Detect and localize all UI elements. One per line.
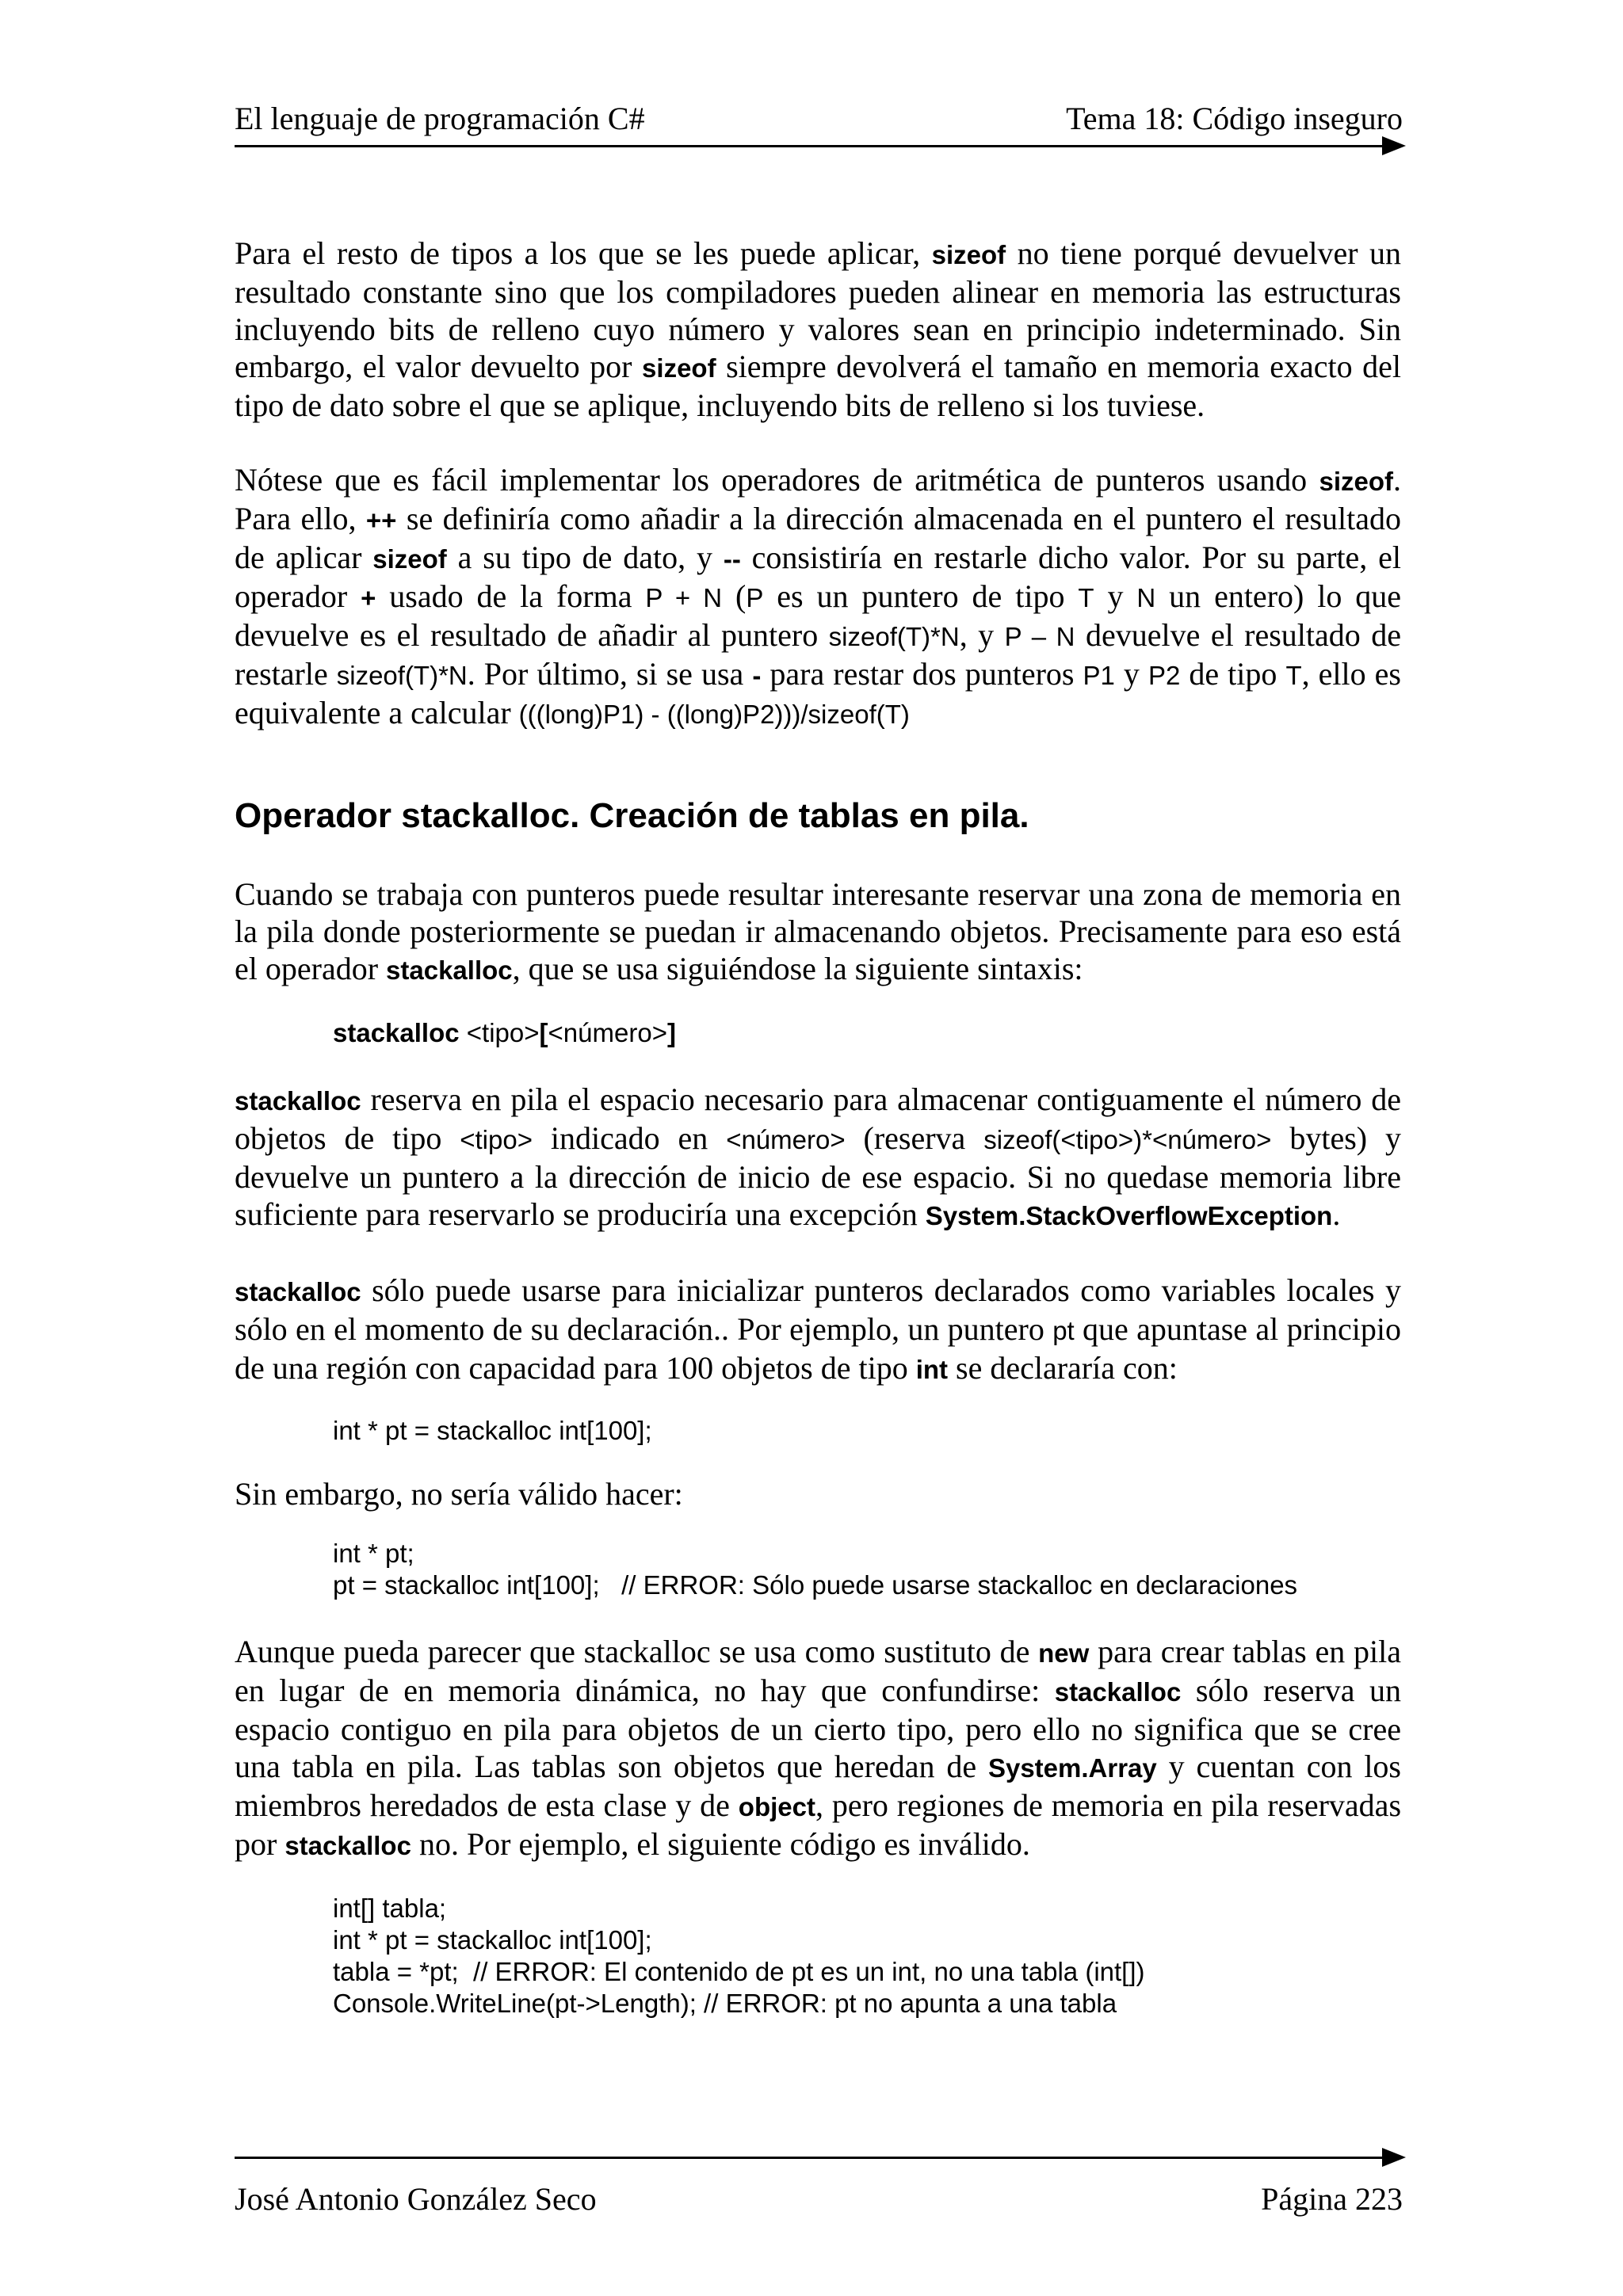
header-arrow-icon [1382, 136, 1406, 155]
paragraph-stackalloc-vs-tables: Aunque pueda parecer que stackalloc se usa como sustituto de new para crear tablas en pila en lugar de en memoria dinámica, no hay que confundirse: stackalloc sólo reserva un espacio contiguo en pila para objetos de un cierto tipo, pero ello no significa que se cree una tabla en pila. Las tablas son objetos que heredan de System.Array y cuentan con los miembros heredados de esta clase y de object, pero regiones de memoria en pila reservadas por stackalloc no. Por ejemplo, el siguiente código es inválido. [235, 1634, 1402, 1862]
paragraph-stackalloc-reserve: stackalloc reserva en pila el espacio necesario para almacenar contiguamente el número de objetos de tipo <tipo> indicado en <número> (reserva sizeof(<tipo>)*<número> bytes) y devuelve un puntero a la dirección de inicio de ese espacio. Si no quedase memoria libre suficiente para reservarlo se produciría una excepción System.StackOverflowException. [235, 1081, 1401, 1232]
footer-arrow-icon [1382, 2148, 1406, 2167]
code-line: tabla = *pt; // ERROR: El contenido de pt es un int, no una tabla (int[]) [333, 1957, 1145, 1986]
code-example-table-error [235, 1893, 1401, 2019]
header-rule [235, 145, 1388, 147]
paragraph-stackalloc-intro: Cuando se trabaja con punteros puede resultar interesante reservar una zona de memoria en la pila donde posteriormente se puedan ir almacenando objetos. Precisamente para eso está el operador stackalloc, que se usa siguiéndose la siguiente sintaxis: [235, 876, 1401, 986]
paragraph-invalid-intro: Sin embargo, no sería válido hacer: [235, 1476, 683, 1512]
code-line: pt = stackalloc int[100]; // ERROR: Sólo puede usarse stackalloc en declaraciones [333, 1570, 1298, 1600]
paragraph-sizeof-result: Para el resto de tipos a los que se les puede aplicar, sizeof no tiene porqué devuelver un resultado constante sino que los compiladores pueden alinear en memoria las estructuras incluyendo bits de relleno cuyo número y valores sean en principio indeterminado. Sin embargo, el valor devuelto por sizeof siempre devolverá el tamaño en memoria exacto del tipo de dato sobre el que se aplique, incluyendo bits de relleno si los tuviese. [235, 235, 1401, 423]
code-line: int * pt; [333, 1539, 414, 1568]
footer-author: José Antonio González Seco [235, 2181, 597, 2217]
header-book-title: El lenguaje de programación C# [235, 101, 645, 136]
code-line: int[] tabla; [333, 1894, 447, 1923]
code-example-invalid [235, 1538, 1401, 1601]
code-line: int * pt = stackalloc int[100]; [333, 1925, 652, 1955]
page-content [235, 235, 1401, 2019]
paragraph-stackalloc-locals: stackalloc sólo puede usarse para inicializar punteros declarados como variables locales y sólo en el momento de su declaración.. Por ejemplo, un puntero pt que apuntase al principio de una región con capacidad para 100 objetos de tipo int se declararía con: [235, 1272, 1401, 1386]
footer-rule [235, 2157, 1388, 2159]
section-title: Operador stackalloc. Creación de tablas en pila. [235, 796, 1029, 835]
header-chapter-title: Tema 18: Código inseguro [1066, 101, 1403, 136]
paragraph-pointer-arithmetic: Nótese que es fácil implementar los operadores de aritmética de punteros usando sizeof. Para ello, ++ se definiría como añadir a la dirección almacenada en el puntero el resultado de aplicar sizeof a su tipo de dato, y -- consistiría en restarle dicho valor. Por su parte, el operador + usado de la forma P + N (P es un puntero de tipo T y N un entero) lo que devuelve es el resultado de añadir al puntero sizeof(T)*N, y P – N devuelve el resultado de restarle sizeof(T)*N. Por último, si se usa - para restar dos punteros P1 y P2 de tipo T, ello es equivalente a calcular (((long)P1) - ((long)P2)))/sizeof(T) [235, 462, 1402, 730]
code-line: Console.WriteLine(pt->Length); // ERROR: pt no apunta a una tabla [333, 1989, 1117, 2018]
code-example-valid: int * pt = stackalloc int[100]; [333, 1416, 652, 1445]
syntax-block: stackalloc <tipo>[<número>] [333, 1018, 676, 1047]
page-number: Página 223 [1261, 2181, 1403, 2217]
